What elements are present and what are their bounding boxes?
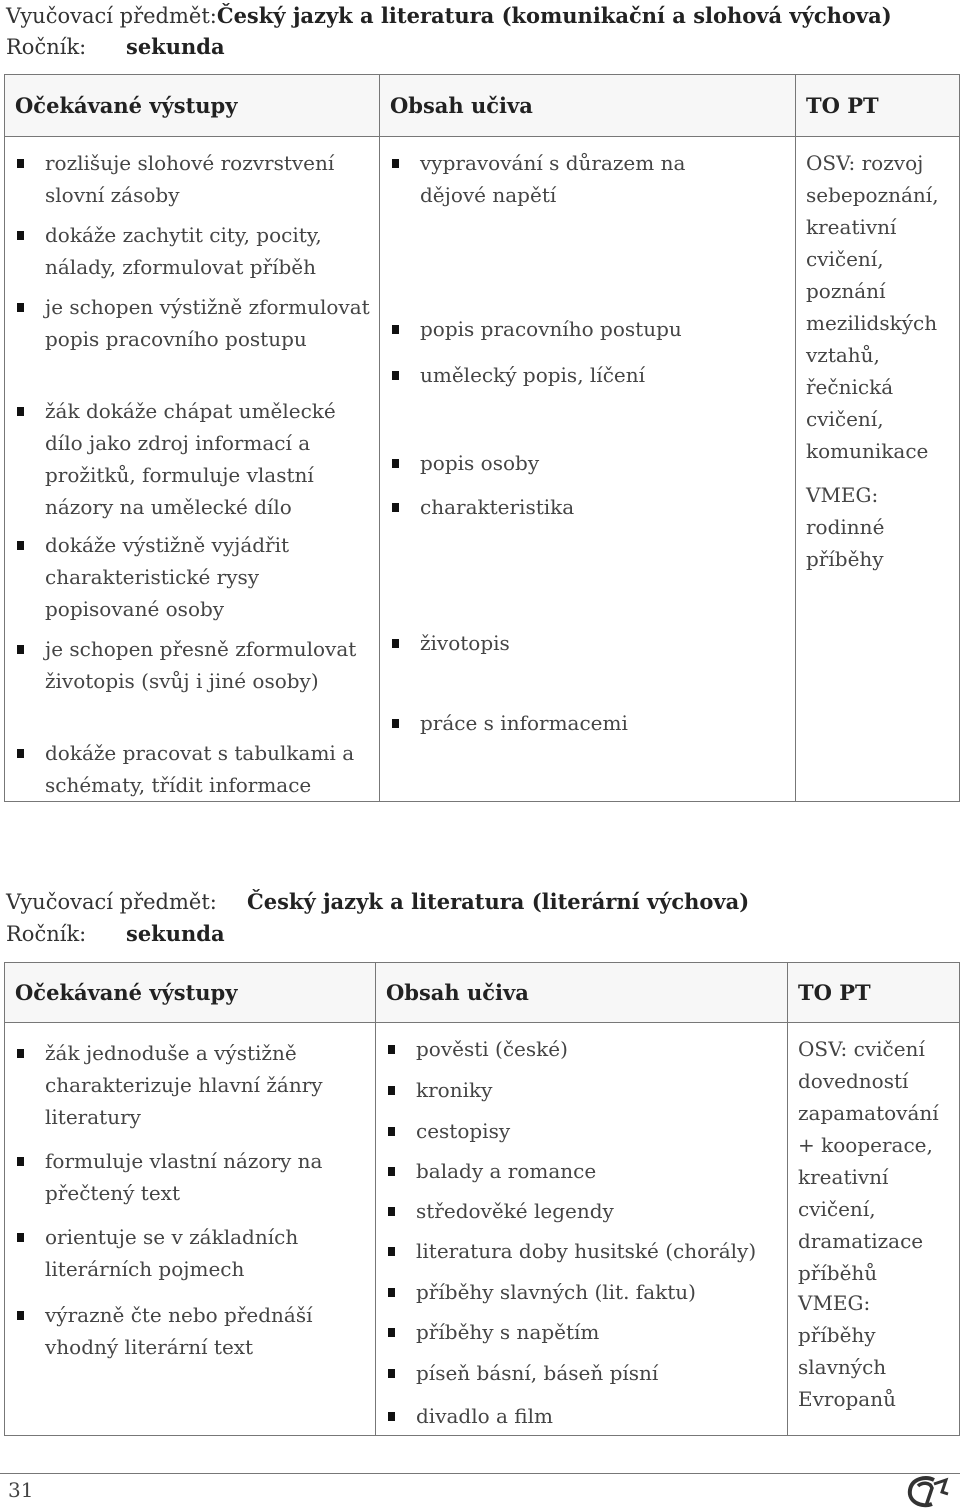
header-content: Obsah učiva [376,963,788,1023]
header-outcomes: Očekávané výstupy [5,75,380,137]
topics-cell [788,1023,960,1436]
curriculum-table-2 [4,962,960,1436]
list-item: příběhy slavných (lit. faktu) [376,1276,787,1308]
list-item: výrazně čte nebo přednáší vhodný literární text [5,1299,375,1363]
list-item: žák jednoduše a výstižně charakterizuje hlavní žánry literatury [5,1037,375,1133]
curriculum-table-1 [4,74,960,802]
topic-osv: OSV: cvičení dovedností zapamatování + kooperace, kreativní cvičení, dramatizace příběhů [798,1037,939,1285]
footer-divider [0,1473,960,1474]
list-item: dokáže pracovat s tabulkami a schématy, třídit informace [5,737,379,801]
list-item: žák dokáže chápat umělecké dílo jako zdroj informací a prožitků, formuluje vlastní názory na umělecké dílo [5,395,379,523]
grade-value: sekunda [126,921,225,946]
list-item: literatura doby husitské (chorály) [376,1235,787,1267]
list-item: příběhy s napětím [376,1316,787,1348]
topic-vmeg: VMEG: rodinné příběhy [806,483,885,571]
header-content: Obsah učiva [380,75,796,137]
list-item: píseň básní, báseň písní [376,1357,787,1389]
header-topics: TO PT [788,963,960,1023]
list-item: balady a romance [376,1155,787,1187]
subject-label: Vyučovací předmět: [6,890,217,914]
list-item: charakteristika [380,491,795,523]
content-cell [380,137,796,802]
subject-name: Český jazyk a literatura (literární výchova) [247,889,750,914]
school-logo-icon [904,1474,950,1510]
subject-label: Vyučovací předmět: [6,4,217,28]
header-topics: TO PT [796,75,960,137]
list-item: orientuje se v základních literárních pojmech [5,1221,375,1285]
list-item: divadlo a film [376,1400,787,1432]
page-number: 31 [8,1478,34,1502]
outcomes-cell [5,1023,376,1436]
grade-label: Ročník: [6,35,87,59]
list-item: popis osoby [380,447,795,479]
section2-heading [6,886,750,918]
list-item: vypravování s důrazem na dějové napětí [380,147,735,211]
topic-vmeg: VMEG: příběhy slavných Evropanů [798,1291,896,1411]
list-item: pověsti (české) [376,1033,787,1065]
list-item: dokáže zachytit city, pocity, nálady, zformulovat příběh [5,219,379,283]
list-item: umělecký popis, líčení [380,359,795,391]
header-outcomes: Očekávané výstupy [5,963,376,1023]
list-item: středověké legendy [376,1195,787,1227]
grade-value: sekunda [126,34,225,59]
list-item: kroniky [376,1074,787,1106]
list-item: cestopisy [376,1115,787,1147]
list-item: je schopen přesně zformulovat životopis (svůj i jiné osoby) [5,633,379,697]
list-item: práce s informacemi [380,707,795,739]
list-item: je schopen výstižně zformulovat popis pracovního postupu [5,291,379,355]
outcomes-cell [5,137,380,802]
subject-name: Český jazyk a literatura (komunikační a slohová výchova) [216,3,892,28]
section1-heading [6,0,892,32]
list-item: rozlišuje slohové rozvrstvení slovní zásoby [5,147,379,211]
list-item: popis pracovního postupu [380,313,795,345]
grade-label: Ročník: [6,922,87,946]
topics-cell [796,137,960,802]
topic-osv: OSV: rozvoj sebepoznání, kreativní cvičení, poznání mezilidských vztahů, řečnická cvičení, komunikace [806,151,939,463]
content-cell [376,1023,788,1436]
list-item: životopis [380,627,795,659]
list-item: dokáže výstižně vyjádřit charakteristické rysy popisované osoby [5,529,379,625]
grade-line [6,31,225,63]
list-item: formuluje vlastní názory na přečtený text [5,1145,375,1209]
grade-line [6,918,225,950]
